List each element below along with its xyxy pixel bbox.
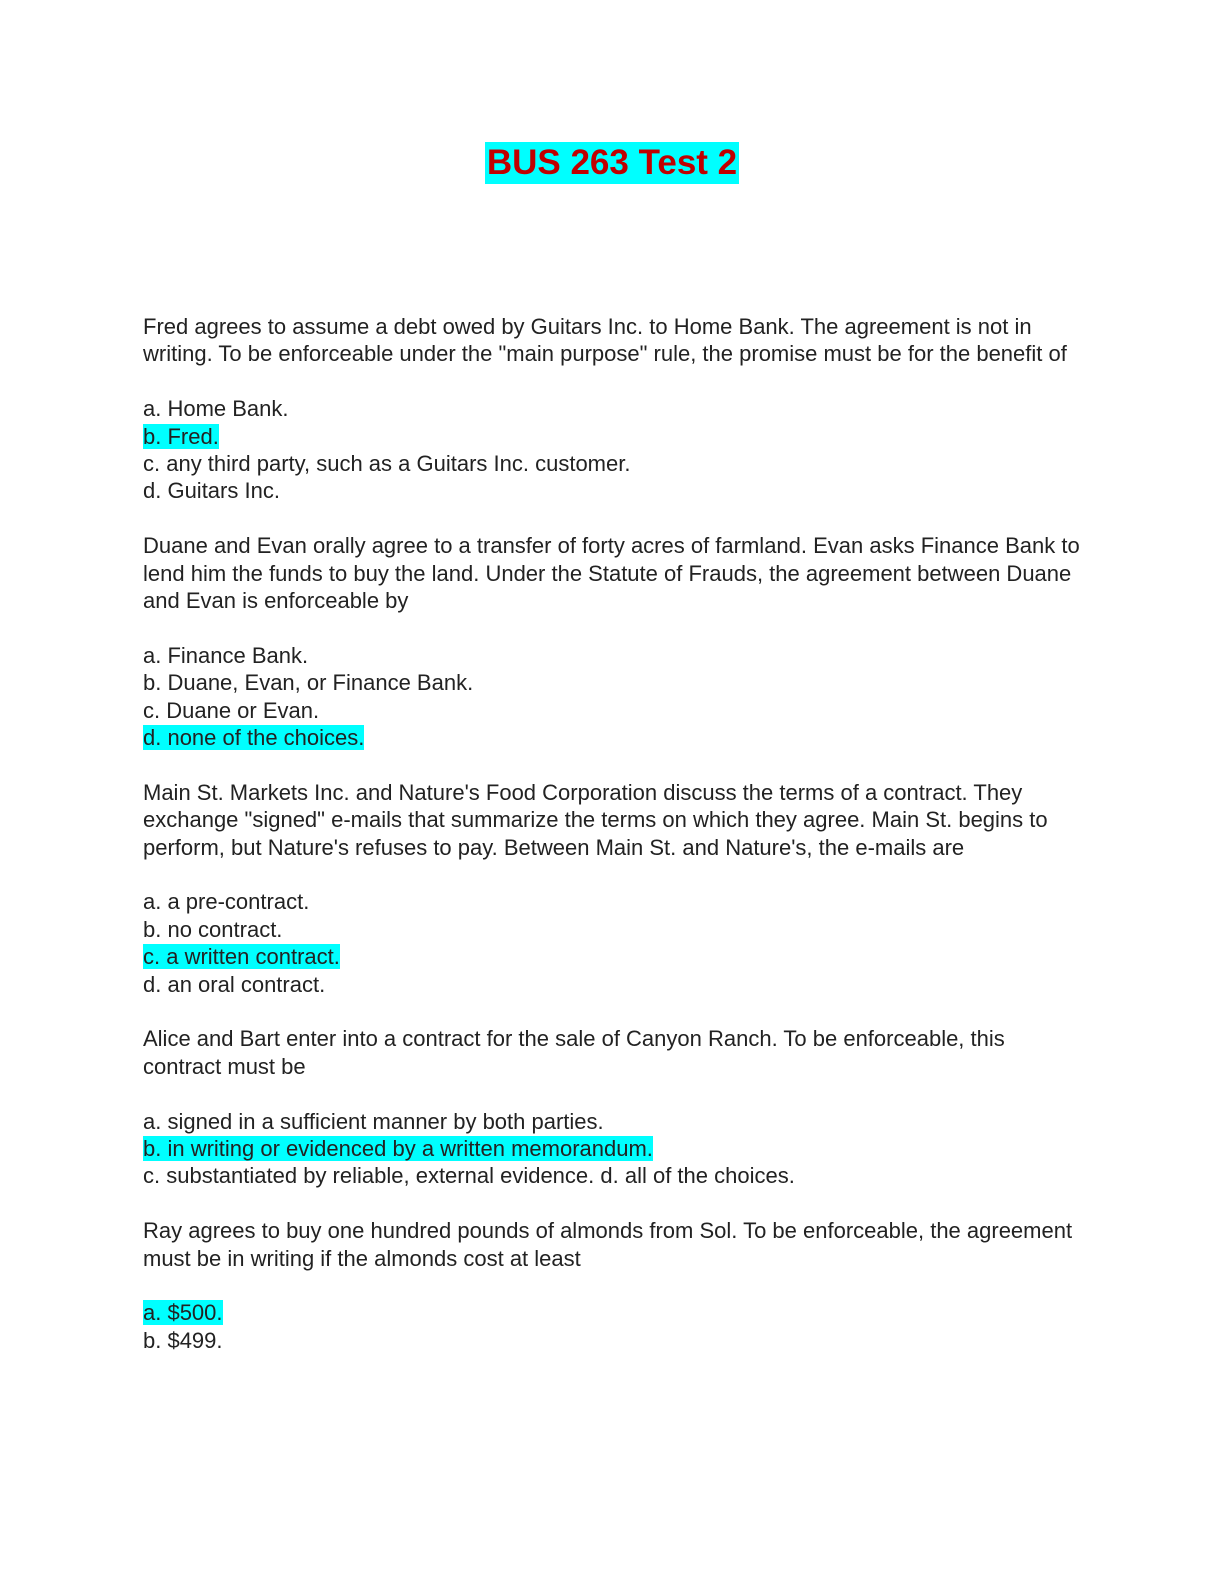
option-d — [143, 724, 1083, 751]
options-list — [143, 395, 1083, 505]
question-block-2 — [143, 532, 1083, 751]
document-title: BUS 263 Test 2 — [486, 143, 738, 182]
option-a: a. a pre-contract. — [143, 889, 310, 915]
options-list — [143, 888, 1083, 998]
question-text: Fred agrees to assume a debt owed by Guitars Inc. to Home Bank. The agreement is not in writing. To be enforceable under the "main purpose" rule, the promise must be for the benefit of — [143, 314, 1067, 367]
options-list — [143, 1299, 1083, 1354]
option-b: b. Duane, Evan, or Finance Bank. — [143, 670, 474, 696]
questions-list — [143, 313, 1083, 1382]
question-text: Ray agrees to buy one hundred pounds of almonds from Sol. To be enforceable, the agreement must be in writing if the almonds cost at least — [143, 1218, 1073, 1271]
highlighted-answer: b. in writing or evidenced by a written memorandum. — [143, 1136, 653, 1162]
option-a: a. Home Bank. — [143, 396, 289, 422]
option-b — [143, 423, 1083, 450]
option-b: b. no contract. — [143, 916, 283, 942]
highlighted-answer: b. Fred. — [143, 423, 219, 449]
options-list — [143, 1108, 1083, 1190]
question-text: Main St. Markets Inc. and Nature's Food Corporation discuss the terms of a contract. They exchange "signed" e-mails that summarize the terms on which they agree. Main St. begins to perform, but Nature's refuses to pay. Between Main St. and Nature's, the e-mails are — [143, 779, 1048, 860]
option-a: a. Finance Bank. — [143, 642, 309, 668]
options-list — [143, 642, 1083, 752]
option-c: c. substantiated by reliable, external evidence. d. all of the choices. — [143, 1163, 795, 1189]
option-c: c. any third party, such as a Guitars Inc. customer. — [143, 451, 631, 477]
highlighted-answer: c. a written contract. — [143, 944, 340, 970]
option-d: d. an oral contract. — [143, 971, 326, 997]
question-text: Duane and Evan orally agree to a transfer of forty acres of farmland. Evan asks Finance Bank to lend him the funds to buy the land. Under the Statute of Frauds, the agreement between Duane and Evan is enforceable by — [143, 533, 1080, 614]
question-block-3 — [143, 779, 1083, 998]
highlighted-answer: d. none of the choices. — [143, 725, 365, 751]
option-a: a. signed in a sufficient manner by both parties. — [143, 1108, 604, 1134]
question-text: Alice and Bart enter into a contract for the sale of Canyon Ranch. To be enforceable, this contract must be — [143, 1026, 1005, 1079]
title-container — [0, 142, 1224, 184]
question-block-4 — [143, 1025, 1083, 1189]
option-d: d. Guitars Inc. — [143, 478, 280, 504]
option-c — [143, 943, 1083, 970]
question-block-5 — [143, 1217, 1083, 1354]
option-c: c. Duane or Evan. — [143, 697, 320, 723]
question-block-1 — [143, 313, 1083, 505]
highlighted-answer: a. $500. — [143, 1300, 223, 1326]
option-b: b. $499. — [143, 1327, 223, 1353]
option-a — [143, 1299, 1083, 1326]
option-b — [143, 1135, 1083, 1162]
